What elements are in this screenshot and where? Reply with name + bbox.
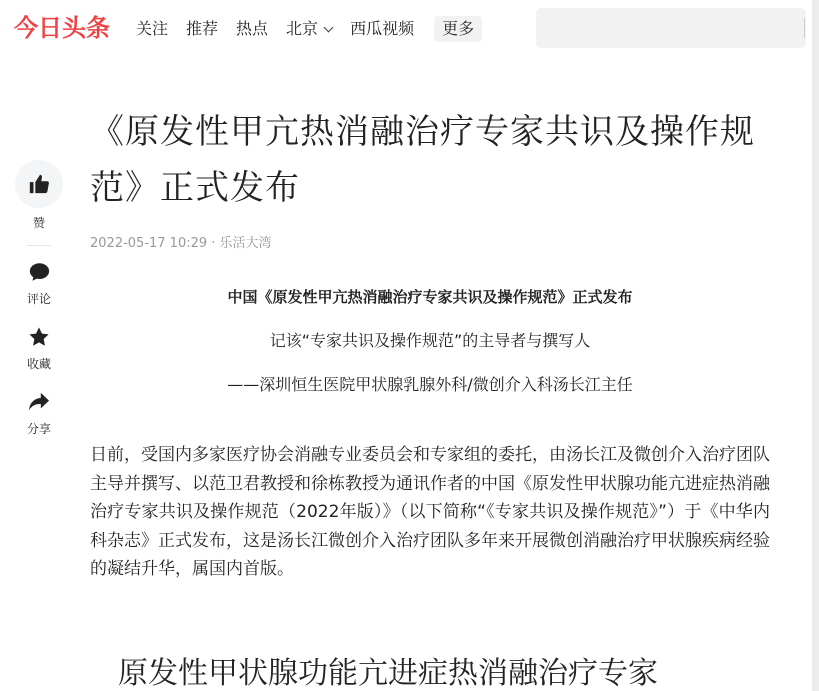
article-action-rail bbox=[14, 160, 64, 437]
chevron-down-icon bbox=[324, 23, 334, 33]
nav-item-city-label: 北京 bbox=[286, 19, 319, 38]
search-divider bbox=[804, 18, 805, 38]
scrollbar-track[interactable] bbox=[812, 0, 819, 691]
article-subheading: 原发性甲状腺功能亢进症热消融治疗专家 bbox=[118, 656, 658, 691]
share-button[interactable] bbox=[14, 390, 64, 437]
star-icon bbox=[28, 326, 50, 348]
nav-item-recommend[interactable]: 推荐 bbox=[186, 19, 219, 38]
article-paragraph: 日前，受国内多家医疗协会消融专业委员会和专家组的委托，由汤长江及微创介入治疗团队主导并撰写、以范卫君教授和徐栋教授为通讯作者的中国《原发性甲状腺功能亢进症热消融治疗专家共识及操作规范（2022年版）》（以下简称“《专家共识及操作规范》”）于《中华内科杂志》正式发布，这是汤长江微创介入治疗团队多年来开展微创消融治疗甲状腺疾病经验的凝结升华，属国内首版。 bbox=[90, 445, 770, 579]
intro-line-1: 记该“专家共识及操作规范”的主导者与撰写人 bbox=[269, 331, 591, 350]
article-body bbox=[90, 104, 770, 584]
nav-item-hot[interactable]: 热点 bbox=[236, 19, 269, 38]
share-icon-wrap bbox=[27, 390, 51, 414]
article-meta: 2022-05-17 10:29 · 乐活大湾 bbox=[90, 236, 272, 251]
share-icon bbox=[28, 392, 50, 412]
nav-item-city-beijing[interactable] bbox=[286, 16, 332, 42]
toutiao-logo[interactable]: 今日头条 bbox=[14, 14, 110, 42]
favorite-label: 收藏 bbox=[26, 357, 51, 371]
channel-nav bbox=[136, 16, 500, 42]
rail-divider bbox=[27, 245, 51, 246]
article-title: 《原发性甲亢热消融治疗专家共识及操作规范》正式发布 bbox=[90, 112, 755, 208]
intro-bold-line: 中国《原发性甲亢热消融治疗专家共识及操作规范》正式发布 bbox=[227, 288, 633, 306]
share-label: 分享 bbox=[26, 422, 51, 436]
favorite-button[interactable] bbox=[14, 325, 64, 372]
thumbs-up-icon bbox=[28, 173, 50, 195]
comment-icon bbox=[29, 262, 50, 282]
like-button[interactable] bbox=[14, 160, 64, 231]
comment-button[interactable] bbox=[14, 260, 64, 307]
top-navigation-bar bbox=[0, 0, 819, 56]
star-icon-wrap bbox=[27, 325, 51, 349]
search-input[interactable] bbox=[536, 8, 806, 48]
intro-line-2: ——深圳恒生医院甲状腺乳腺外科/微创介入科汤长江主任 bbox=[227, 375, 633, 394]
like-label: 赞 bbox=[32, 216, 45, 230]
article-intro-block bbox=[90, 285, 770, 397]
like-circle bbox=[15, 160, 63, 208]
comment-label: 评论 bbox=[26, 292, 51, 306]
nav-item-xigua-video[interactable]: 西瓜视频 bbox=[350, 19, 415, 38]
comment-icon-wrap bbox=[27, 260, 51, 284]
more-button[interactable]: 更多 bbox=[434, 16, 482, 42]
nav-item-follow[interactable]: 关注 bbox=[136, 19, 169, 38]
